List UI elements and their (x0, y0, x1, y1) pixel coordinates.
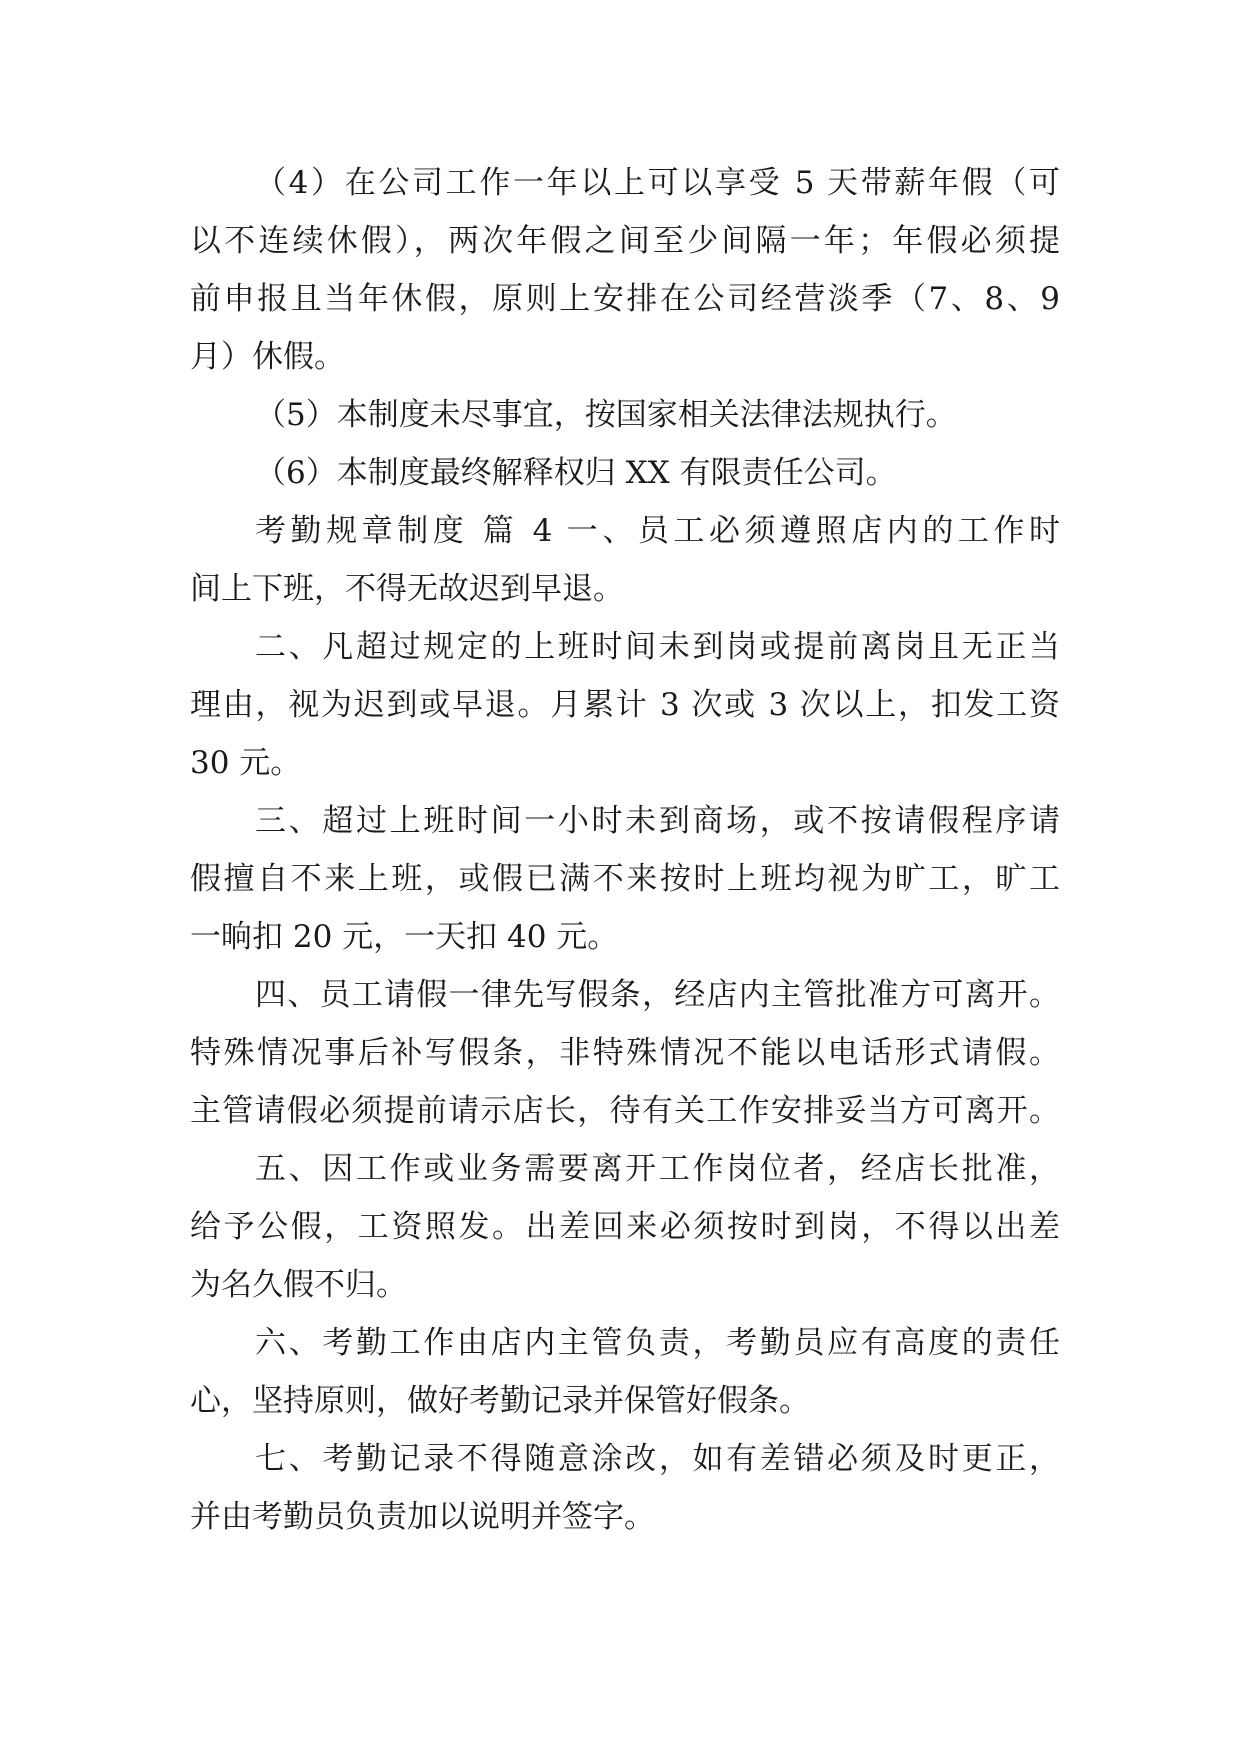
paragraph-line: 假擅自不来上班，或假已满不来按时上班均视为旷工，旷工 (190, 861, 1060, 897)
paragraph-line: 五、因工作或业务需要离开工作岗位者，经店长批准， (255, 1151, 1060, 1187)
paragraph-line: 心，坚持原则，做好考勤记录并保管好假条。 (190, 1383, 810, 1419)
paragraph-line: 理由，视为迟到或早退。月累计 3 次或 3 次以上，扣发工资 (190, 687, 1060, 723)
paragraph-line: 为名久假不归。 (190, 1267, 407, 1303)
paragraph-line: 30 元。 (190, 745, 302, 781)
paragraph-line: （6）本制度最终解释权归 XX 有限责任公司。 (255, 455, 897, 491)
paragraph-line: 六、考勤工作由店内主管负责，考勤员应有高度的责任 (255, 1325, 1060, 1361)
paragraph-line: 间上下班，不得无故迟到早退。 (190, 571, 624, 607)
paragraph-line: 给予公假，工资照发。出差回来必须按时到岗，不得以出差 (190, 1209, 1060, 1245)
paragraph-line: （4）在公司工作一年以上可以享受 5 天带薪年假（可 (255, 165, 1060, 201)
paragraph-line: 三、超过上班时间一小时未到商场，或不按请假程序请 (255, 803, 1060, 839)
paragraph-line: 七、考勤记录不得随意涂改，如有差错必须及时更正， (255, 1441, 1060, 1477)
paragraph-line: 以不连续休假），两次年假之间至少间隔一年；年假必须提 (190, 223, 1060, 259)
paragraph-line: 月）休假。 (190, 339, 345, 375)
section-heading-line: 考勤规章制度 篇 4 一、员工必须遵照店内的工作时 (255, 513, 1060, 549)
paragraph-line: 四、员工请假一律先写假条，经店内主管批准方可离开。 (255, 977, 1060, 1013)
paragraph-line: （5）本制度未尽事宜，按国家相关法律法规执行。 (255, 397, 957, 433)
paragraph-line: 并由考勤员负责加以说明并签字。 (190, 1499, 655, 1535)
paragraph-line: 主管请假必须提前请示店长，待有关工作安排妥当方可离开。 (190, 1093, 1060, 1129)
paragraph-line: 二、凡超过规定的上班时间未到岗或提前离岗且无正当 (255, 629, 1060, 665)
paragraph-line: 特殊情况事后补写假条，非特殊情况不能以电话形式请假。 (190, 1035, 1060, 1071)
paragraph-line: 一晌扣 20 元，一天扣 40 元。 (190, 919, 619, 955)
paragraph-line: 前申报且当年休假，原则上安排在公司经营淡季（7、8、9 (190, 281, 1060, 317)
